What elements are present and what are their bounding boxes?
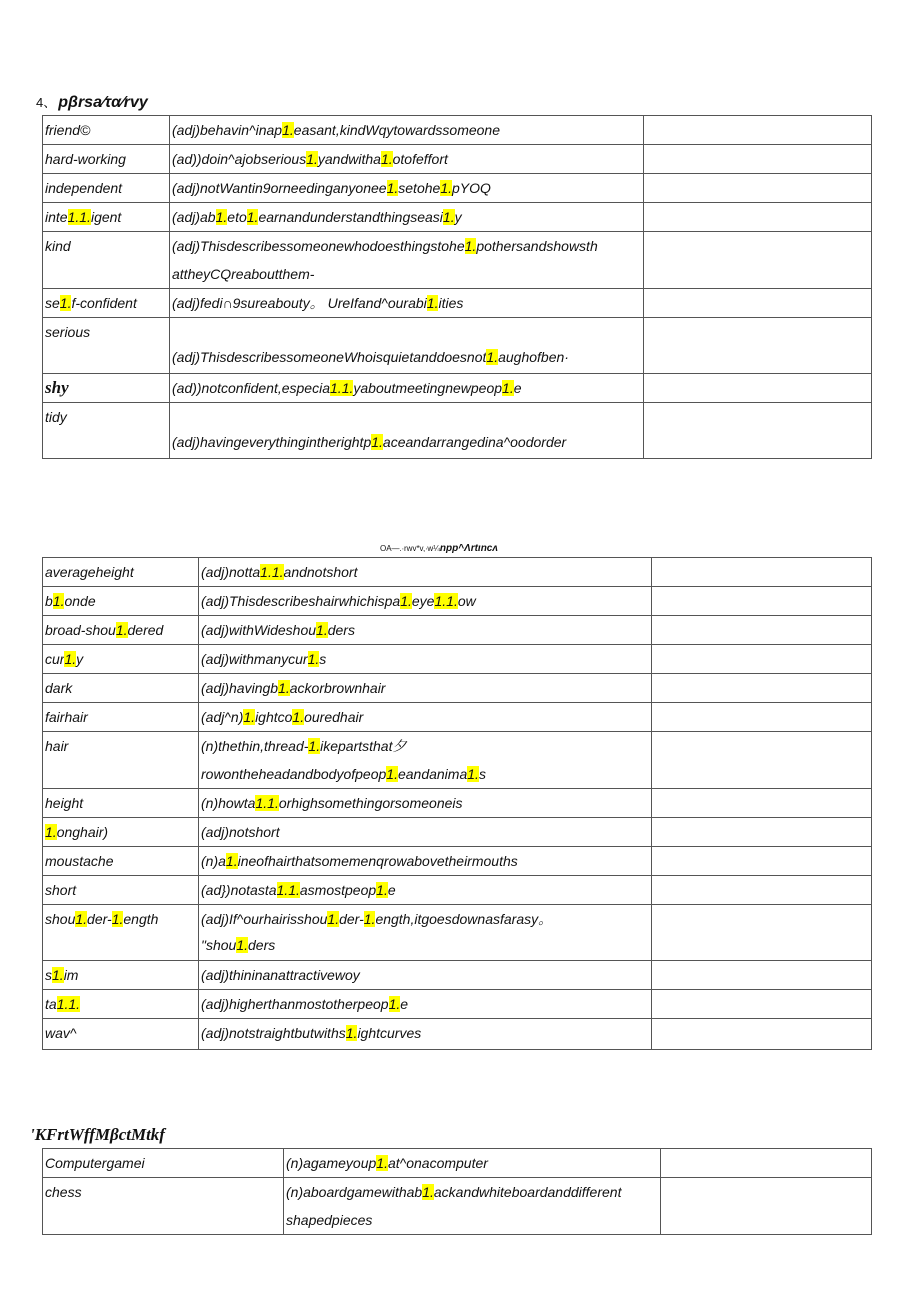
table-row: [43, 203, 872, 232]
definition-cell: (n)agameyoup1.at^onacomputer: [284, 1149, 661, 1178]
word-cell: friend©: [43, 116, 170, 145]
blank-cell: [652, 674, 872, 703]
word-cell: s1.im: [43, 961, 199, 990]
blank-cell: [644, 403, 872, 459]
blank-cell: [644, 374, 872, 403]
definition-cell: [199, 905, 652, 961]
word-cell: wav^: [43, 1019, 199, 1050]
blank-cell: [652, 789, 872, 818]
blank-cell: [661, 1149, 872, 1178]
definition-cell: (adj)Thisdescribeshairwhichispa1.eye1.1.ow: [199, 587, 652, 616]
blank-cell: [652, 990, 872, 1019]
table-row: [43, 616, 872, 645]
blank-cell: [644, 289, 872, 318]
blank-cell: [644, 116, 872, 145]
highlight-mark: 1.: [225, 853, 238, 869]
table-row: [43, 990, 872, 1019]
highlight-mark: 1.: [376, 882, 388, 898]
definition-line: (n)aboardgamewithab1.ackandwhiteboardanddifferent: [286, 1184, 622, 1200]
word-cell: moustache: [43, 847, 199, 876]
highlight-mark: 1.: [341, 380, 354, 396]
word-cell: kind: [43, 232, 170, 289]
definition-cell: (ad))doin^ajobserious1.yandwitha1.otofeffort: [170, 145, 644, 174]
definition-cell: (adj)notstraightbutwiths1.ightcurves: [199, 1019, 652, 1050]
definition-cell: (adj)thininanattractivewoy: [199, 961, 652, 990]
word-cell: serious: [43, 318, 170, 374]
table-row: [43, 403, 872, 459]
highlight-mark: 1.: [363, 911, 376, 927]
section-prefix: OA—.∙rwv*v,∙w¼: [380, 544, 440, 553]
highlight-mark: 1.: [243, 709, 256, 725]
highlight-mark: 1.: [306, 151, 318, 167]
section-heading-personality: [36, 92, 148, 112]
highlight-mark: 1.: [282, 122, 294, 138]
table-row: [43, 645, 872, 674]
word-cell: dark: [43, 674, 199, 703]
vocab-table-personality: [42, 115, 872, 459]
highlight-mark: 1.: [52, 593, 65, 609]
blank-cell: [652, 818, 872, 847]
definition-cell: (adj)fedi∩9sureabouty。 UreIfand^ourabi1.ities: [170, 289, 644, 318]
highlight-mark: 1.: [67, 209, 80, 225]
highlight-mark: 1.: [426, 295, 439, 311]
word-cell: inte1.1.igent: [43, 203, 170, 232]
blank-cell: [644, 232, 872, 289]
highlight-mark: 1.: [288, 882, 300, 898]
highlight-mark: 1.: [111, 911, 124, 927]
table-row: [43, 1178, 872, 1235]
word-cell: independent: [43, 174, 170, 203]
table-row: [43, 876, 872, 905]
highlight-mark: 1.: [271, 564, 284, 580]
table-row: [43, 674, 872, 703]
word-cell: shou1.der-1.ength: [43, 905, 199, 961]
blank-cell: [644, 318, 872, 374]
highlight-mark: 1.: [246, 209, 259, 225]
highlight-mark: 1.: [68, 996, 81, 1012]
highlight-mark: 1.: [502, 380, 514, 396]
highlight-mark: 1.: [486, 349, 499, 365]
definition-cell: (adj)notshort: [199, 818, 652, 847]
highlight-mark: 1.: [376, 1155, 388, 1171]
section-title: npp^Λrtιncʌ: [439, 543, 498, 554]
highlight-mark: 1.: [215, 209, 228, 225]
definition-cell: (adj)notta1.1.andnotshort: [199, 558, 652, 587]
blank-cell: [644, 145, 872, 174]
highlight-mark: 1.: [278, 680, 290, 696]
word-cell: ta1.1.: [43, 990, 199, 1019]
table-row: [43, 1149, 872, 1178]
table-row: [43, 789, 872, 818]
definition-line: "shou1.ders: [201, 937, 276, 953]
highlight-mark: 1.: [380, 151, 393, 167]
table-row: [43, 587, 872, 616]
blank-cell: [652, 616, 872, 645]
definition-cell: (adj)ThisdescribessomeoneWhoisquietanddoesnot1.aughofben·: [170, 318, 644, 374]
definition-line: attheyCQreaboutthem-: [172, 266, 315, 282]
word-cell: height: [43, 789, 199, 818]
table-row: [43, 818, 872, 847]
word-cell: b1.onde: [43, 587, 199, 616]
definition-line: (adj)If^ourhairisshou1.der-1.ength,itgoesdownasfarasy。: [201, 911, 553, 927]
blank-cell: [652, 876, 872, 905]
highlight-mark: 1.: [386, 766, 398, 782]
word-cell: se1.f-confident: [43, 289, 170, 318]
highlight-mark: 1.: [464, 238, 477, 254]
highlight-mark: 1.: [307, 651, 320, 667]
word-cell: shy: [43, 374, 170, 403]
blank-cell: [652, 587, 872, 616]
highlight-mark: 1.: [345, 1025, 358, 1041]
word-cell: chess: [43, 1178, 284, 1235]
definition-cell: [284, 1178, 661, 1235]
section-title: pβrsa⁄τα⁄rvy: [58, 94, 148, 111]
word-cell: broad-shou1.dered: [43, 616, 199, 645]
blank-cell: [652, 645, 872, 674]
highlight-mark: 1.: [115, 622, 128, 638]
definition-cell: (adj)behavin^inap1.easant,kindWqytowardssomeone: [170, 116, 644, 145]
highlight-mark: 1.: [467, 766, 479, 782]
definition-cell: (adj)withmanycur1.s: [199, 645, 652, 674]
highlight-mark: 1.: [400, 593, 412, 609]
word-cell: averageheight: [43, 558, 199, 587]
vocab-table-free-time: [42, 1148, 872, 1235]
table-row: [43, 318, 872, 374]
definition-cell: (n)howta1.1.orhighsomethingorsomeoneis: [199, 789, 652, 818]
highlight-mark: 1.: [316, 622, 328, 638]
table-row: [43, 232, 872, 289]
definition-cell: (adj^n)1.ightco1.ouredhair: [199, 703, 652, 732]
highlight-mark: 1.: [236, 937, 249, 953]
highlight-mark: 1.: [260, 564, 272, 580]
highlight-mark: 1.: [267, 795, 279, 811]
section-heading-appearance: [380, 543, 498, 554]
highlight-mark: 1.: [386, 180, 399, 196]
table-row: [43, 703, 872, 732]
table-row: [43, 847, 872, 876]
blank-cell: [644, 174, 872, 203]
table-row: [43, 289, 872, 318]
definition-cell: (adj)ab1.eto1.earnandunderstandthingseasi1.y: [170, 203, 644, 232]
definition-cell: (n)a1.ineofhairthatsomemenqrowabovetheirmouths: [199, 847, 652, 876]
definition-cell: (adj)notWantin9orneedinganyonee1.setohe1.pYOQ: [170, 174, 644, 203]
blank-cell: [652, 961, 872, 990]
highlight-mark: 1.: [292, 709, 305, 725]
highlight-mark: 1.: [59, 295, 72, 311]
word-cell: Computergamei: [43, 1149, 284, 1178]
blank-cell: [652, 703, 872, 732]
word-cell: short: [43, 876, 199, 905]
highlight-mark: 1.: [442, 209, 455, 225]
section-number: 4、: [36, 95, 57, 110]
table-row: [43, 961, 872, 990]
word-cell: tidy: [43, 403, 170, 459]
definition-cell: (ad})notasta1.1.asmostpeop1.e: [199, 876, 652, 905]
highlight-mark: 1.: [422, 1184, 434, 1200]
highlight-mark: 1.: [255, 795, 268, 811]
highlight-mark: 1.: [446, 593, 458, 609]
table-row: [43, 174, 872, 203]
blank-cell: [652, 905, 872, 961]
section-heading-free-time: 'KFrtWffMβctMtkf: [30, 1125, 165, 1144]
vocab-table-appearance: [42, 557, 872, 1050]
definition-line: shapedpieces: [286, 1212, 373, 1228]
table-row: [43, 145, 872, 174]
table-row: [43, 374, 872, 403]
table-row: [43, 905, 872, 961]
definition-line: rowontheheadandbodyofpeop1.eandanima1.s: [201, 766, 486, 782]
word-cell: hair: [43, 732, 199, 789]
definition-cell: [170, 232, 644, 289]
definition-cell: (adj)havingb1.ackorbrownhair: [199, 674, 652, 703]
highlight-mark: 1.: [52, 967, 64, 983]
table-row: [43, 1019, 872, 1050]
word-cell: cur1.y: [43, 645, 199, 674]
definition-cell: [199, 732, 652, 789]
highlight-mark: 1.: [434, 593, 447, 609]
blank-cell: [652, 1019, 872, 1050]
highlight-mark: 1.: [64, 651, 77, 667]
definition-cell: (adj)havingeverythingintherightp1.aceandarrangedina^oodorder: [170, 403, 644, 459]
highlight-mark: 1.: [45, 824, 57, 840]
table-row: [43, 116, 872, 145]
blank-cell: [652, 732, 872, 789]
highlight-mark: 1.: [56, 996, 69, 1012]
highlight-mark: 1.: [327, 911, 340, 927]
blank-cell: [652, 558, 872, 587]
definition-cell: (adj)withWideshou1.ders: [199, 616, 652, 645]
highlight-mark: 1.: [440, 180, 452, 196]
table-row: [43, 732, 872, 789]
table-row: [43, 558, 872, 587]
word-cell: hard-working: [43, 145, 170, 174]
highlight-mark: 1.: [330, 380, 342, 396]
definition-cell: (adj)higherthanmostotherpeop1.e: [199, 990, 652, 1019]
highlight-mark: 1.: [371, 434, 383, 450]
highlight-mark: 1.: [308, 738, 321, 754]
highlight-mark: 1.: [75, 911, 88, 927]
highlight-mark: 1.: [79, 209, 91, 225]
blank-cell: [652, 847, 872, 876]
definition-cell: (ad))notconfident,especia1.1.yaboutmeetingnewpeop1.e: [170, 374, 644, 403]
word-cell: fairhair: [43, 703, 199, 732]
highlight-mark: 1.: [388, 996, 401, 1012]
highlight-mark: 1.: [276, 882, 289, 898]
word-cell: 1.onghair): [43, 818, 199, 847]
definition-line: (adj)Thisdescribessomeonewhodoesthingstohe1.pothersandshowsth: [172, 238, 598, 254]
blank-cell: [661, 1178, 872, 1235]
definition-line: (n)thethin,thread-1.ikepartsthat夕: [201, 738, 407, 754]
blank-cell: [644, 203, 872, 232]
